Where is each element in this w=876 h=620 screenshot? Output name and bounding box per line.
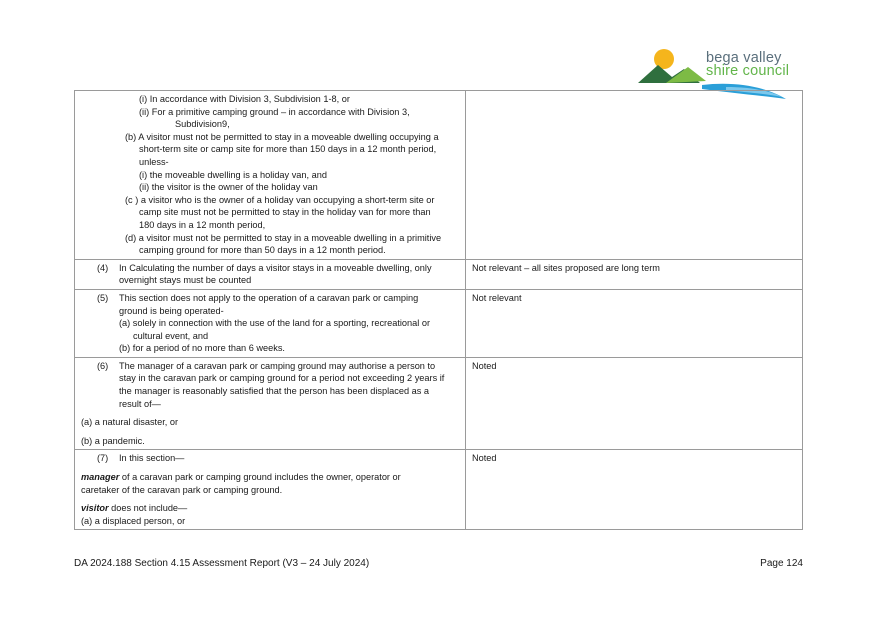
item-d-line2: camping ground for more than 50 days in a 12 month period.	[139, 245, 386, 256]
item-a-line1: (a) solely in connection with the use of the land for a sporting, recreational or	[119, 318, 431, 329]
right-cell: Noted	[466, 357, 803, 450]
clause-number: (5)	[97, 292, 109, 303]
left-cell	[75, 357, 466, 450]
defined-term-visitor: visitor	[81, 503, 109, 514]
right-cell: Not relevant	[466, 289, 803, 357]
clause-number: (4)	[97, 262, 109, 273]
item-d-line1: (d) a visitor must not be permitted to stay in a moveable dwelling in a primitive	[125, 232, 442, 243]
logo-text-shire-council: shire council	[706, 63, 790, 79]
right-cell	[466, 91, 803, 260]
item-b-line3: unless-	[139, 156, 169, 167]
left-cell	[75, 259, 466, 289]
table-row	[75, 91, 803, 260]
clause-text-line2: ground is being operated-	[119, 305, 224, 316]
left-cell	[75, 289, 466, 357]
clause-number: (7)	[97, 453, 109, 464]
left-cell	[75, 91, 466, 260]
item-b: (b) a pandemic.	[81, 435, 145, 446]
item-ii-line1: (ii) For a primitive camping ground – in accordance with Division 3,	[139, 106, 410, 117]
item-c-line1: (c ) a visitor who is the owner of a holiday van occupying a short-term site or	[125, 194, 435, 205]
clause-text-line1: In Calculating the number of days a visitor stays in a moveable dwelling, only	[119, 262, 432, 273]
right-cell: Noted	[466, 450, 803, 530]
item-b-line5: (ii) the visitor is the owner of the holiday van	[139, 182, 318, 193]
assessment-table	[74, 90, 803, 530]
table-row	[75, 289, 803, 357]
item-b-line4: (i) the moveable dwelling is a holiday van, and	[139, 169, 327, 180]
item-c-line3: 180 days in a 12 month period,	[139, 219, 266, 230]
item-b-line2: short-term site or camp site for more than 150 days in a 12 month period,	[139, 144, 437, 155]
item-b-line1: (b) A visitor must not be permitted to stay in a moveable dwelling occupying a	[125, 131, 439, 142]
logo-hill-light	[666, 67, 706, 83]
clause-text-line4: result of—	[119, 398, 161, 409]
footer-page-number: Page 124	[760, 558, 803, 569]
item-a: (a) a natural disaster, or	[81, 417, 179, 428]
right-cell: Not relevant – all sites proposed are long term	[466, 259, 803, 289]
clause-text-line1: In this section—	[119, 453, 185, 464]
visitor-definition: visitor does not include—	[81, 503, 188, 514]
clause-text-line1: The manager of a caravan park or camping ground may authorise a person to	[119, 360, 436, 371]
clause-text-line2: stay in the caravan park or camping ground for a period not exceeding 2 years if	[119, 373, 445, 384]
clause-text-line3: the manager is reasonably satisfied that the person has been displaced as a	[119, 386, 430, 397]
table-row	[75, 357, 803, 450]
table-row	[75, 259, 803, 289]
logo-text-bega-valley: bega valley	[706, 50, 782, 66]
defined-term-manager: manager	[81, 472, 120, 483]
clause-text-line2: overnight stays must be counted	[119, 275, 252, 286]
manager-definition-line1: manager of a caravan park or camping ground includes the owner, operator or	[81, 472, 401, 483]
footer-report-title: DA 2024.188 Section 4.15 Assessment Report (V3 – 24 July 2024)	[74, 558, 370, 569]
item-i: (i) In accordance with Division 3, Subdivision 1-8, or	[139, 94, 350, 104]
clause-number: (6)	[97, 360, 109, 371]
item-c-line2: camp site must not be permitted to stay in the holiday van for more than	[139, 207, 431, 218]
item-b: (b) for a period of no more than 6 weeks.	[119, 343, 285, 354]
left-cell	[75, 450, 466, 530]
table-row	[75, 450, 803, 530]
item-a-line2: cultural event, and	[133, 330, 209, 341]
manager-definition-line2: caretaker of the caravan park or camping ground.	[81, 484, 283, 495]
clause-text-line1: This section does not apply to the operation of a caravan park or camping	[119, 292, 419, 303]
item-a: (a) a displaced person, or	[81, 515, 186, 526]
item-ii-line2: Subdivision9,	[175, 119, 230, 130]
